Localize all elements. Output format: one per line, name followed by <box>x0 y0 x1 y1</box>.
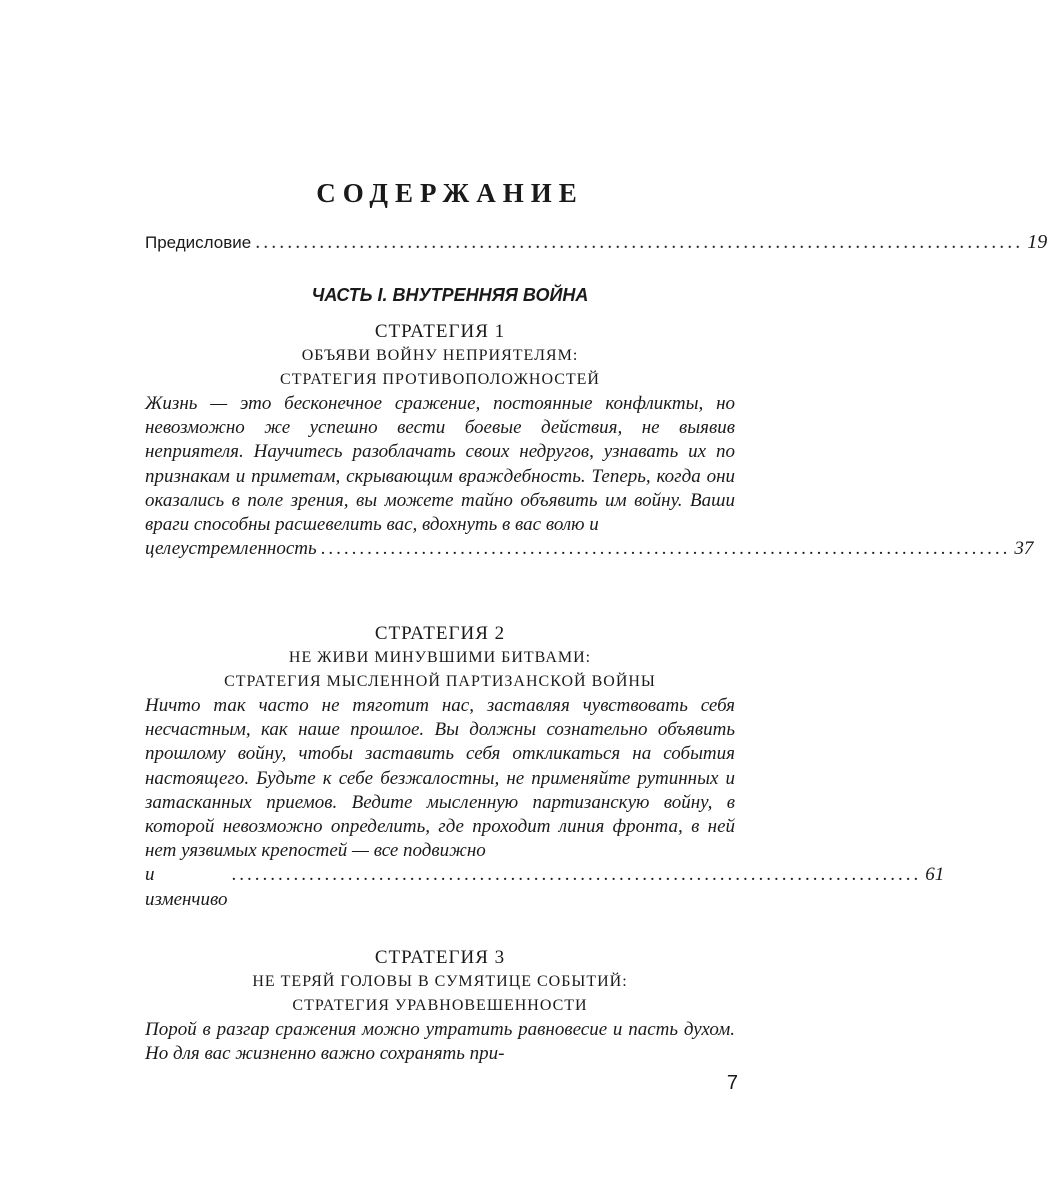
strategy-last-words: и изменчиво <box>145 864 228 910</box>
strategy-description <box>145 392 1034 561</box>
strategy-number: СТРАТЕГИЯ 2 <box>374 623 506 644</box>
strategy-title: ОБЪЯВИ ВОЙНУ НЕПРИЯТЕЛЯМ: <box>301 347 579 364</box>
toc-entry-page: 19 <box>1027 231 1047 253</box>
leader-dots: ......................................................................................... <box>320 538 1011 560</box>
strategy-title: НЕ ЖИВИ МИНУВШИМИ БИТВАМИ: <box>288 649 592 666</box>
part-title: ЧАСТЬ I. ВНУТРЕННЯЯ ВОЙНА <box>311 285 589 305</box>
strategy-number: СТРАТЕГИЯ 1 <box>374 321 506 342</box>
toc-entry-strategy-3[interactable] <box>145 946 735 1066</box>
strategy-subtitle: СТРАТЕГИЯ МЫСЛЕННОЙ ПАРТИЗАНСКОЙ ВОЙНЫ <box>224 673 656 690</box>
strategy-page: 61 <box>925 864 945 886</box>
strategy-subtitle: СТРАТЕГИЯ ПРОТИВОПОЛОЖНОСТЕЙ <box>280 371 600 388</box>
strategy-title: НЕ ТЕРЯЙ ГОЛОВЫ В СУМЯТИЦЕ СОБЫТИЙ: <box>252 973 628 990</box>
strategy-description-text: Ничто так часто не тяготит нас, заставляя чувствовать себя несчастным, как наше прошлое. Вы должны сознательно объявить прошлому войну, чтобы заставить себя откликаться на события настоящего. Будьте к себе безжалостны, не применяйте рутинных и затасканных приемов. Ведите мысленную партизанскую войну, в которой невозможно определить, где проходит линия фронта, в ней нет уязвимых крепостей — все подвижно <box>145 695 735 862</box>
strategy-description <box>145 694 945 912</box>
strategy-page-line <box>145 537 1034 561</box>
strategy-last-words: целеустремленность <box>145 538 317 560</box>
toc-entry-preface[interactable] <box>145 231 1047 254</box>
strategy-subtitle: СТРАТЕГИЯ УРАВНОВЕШЕННОСТИ <box>292 997 588 1014</box>
leader-dots: ................................................................................................ <box>255 231 1024 253</box>
strategy-description-text: Порой в разгар сражения можно утратить равновесие и пасть духом. Но для вас жизненно важно сохранять при- <box>145 1019 735 1065</box>
strategy-number: СТРАТЕГИЯ 3 <box>374 947 506 968</box>
strategy-page: 37 <box>1014 538 1034 560</box>
leader-dots: ......................................................................................... <box>231 864 922 886</box>
strategy-description-text: Жизнь — это бесконечное сражение, постоянные конфликты, но невозможно же успешно вести боевые действия, не выявив неприятеля. Научитесь разоблачать своих недругов, узнавать их по признакам и приметам, скрывающим враждебность. Теперь, когда они оказались в поле зрения, вы можете тайно объявить им войну. Ваши враги способны расшевелить вас, вдохнуть в вас волю и <box>145 393 735 536</box>
page-title: СОДЕРЖАНИЕ <box>316 178 584 208</box>
toc-entry-strategy-2[interactable] <box>145 622 945 912</box>
strategy-page-line <box>145 863 945 911</box>
toc-entry-label: Предисловие <box>145 233 252 252</box>
toc-entry-strategy-1[interactable] <box>145 320 1034 561</box>
strategy-description <box>145 1018 735 1066</box>
page-number: 7 <box>726 1072 738 1094</box>
